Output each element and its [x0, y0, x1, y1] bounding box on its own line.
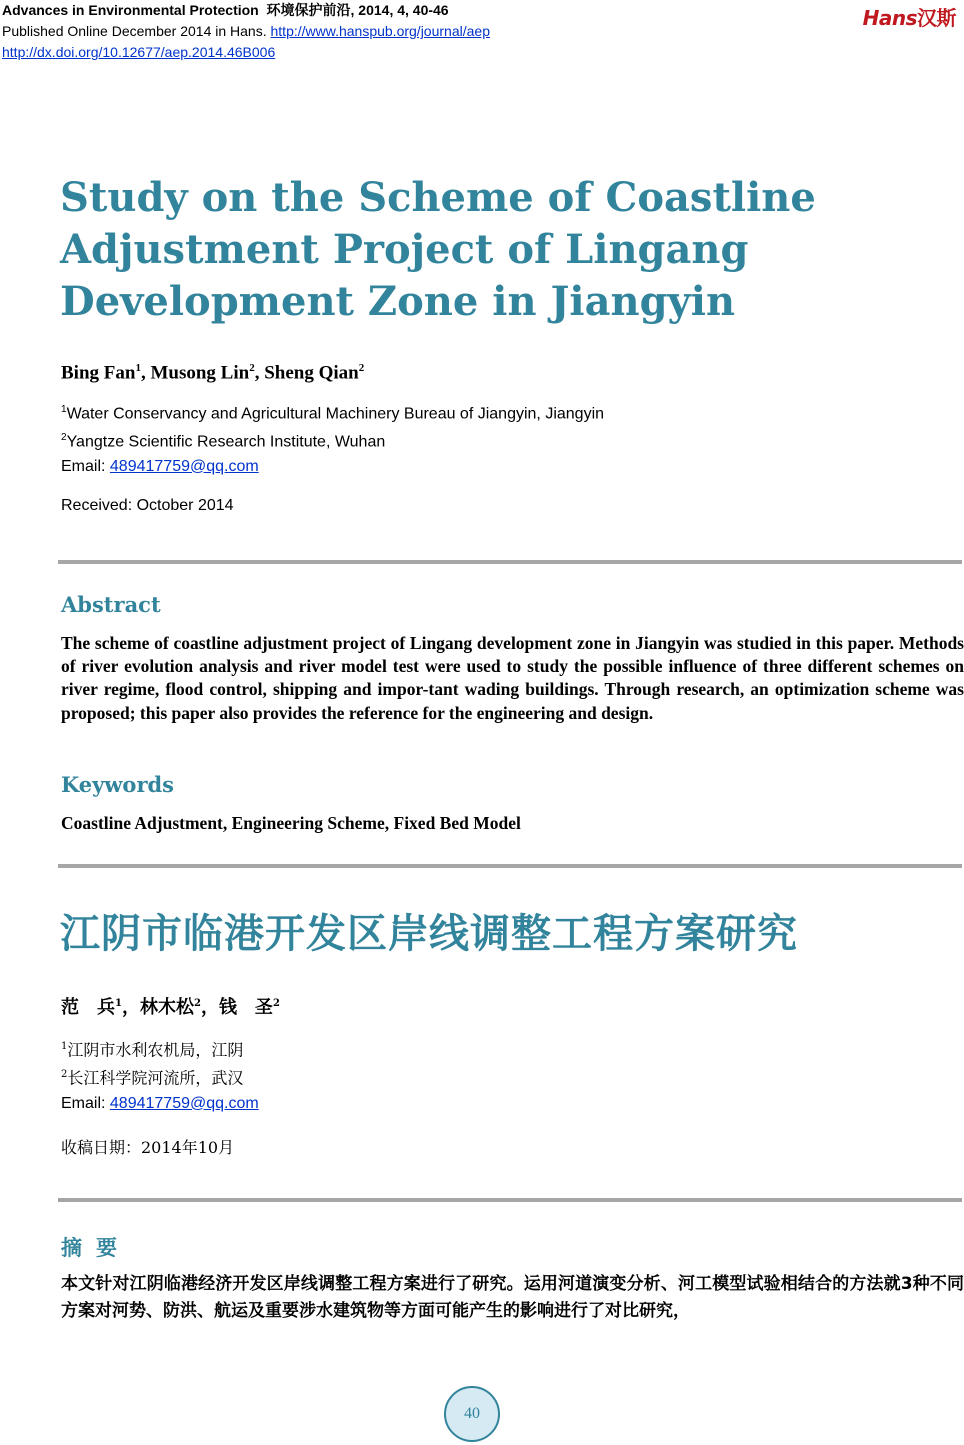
author-affiliation-mark: 2	[272, 998, 280, 1009]
author-affiliation-mark: 2	[193, 998, 201, 1009]
affiliation-text: 长江科学院河流所，武汉	[67, 1068, 244, 1088]
author-list	[61, 362, 364, 384]
paper-title: Study on the Scheme of Coastline Adjustment Project of Lingang Development Zone in Jiangyin	[60, 174, 816, 325]
email-link[interactable]: 489417759@qq.com	[109, 457, 259, 475]
email-link-cn[interactable]: 489417759@qq.com	[109, 1094, 259, 1112]
abstract-text-cn: 本文针对江阴临港经济开发区岸线调整工程方案进行了研究。运用河道演变分析、河工模型试验相结合的方法就3种不同方案对河势、防洪、航运及重要涉水建筑物等方面可能产生的影响进行了对比研究，	[61, 1274, 964, 1321]
affiliation-mark: 1	[61, 1041, 68, 1052]
affiliation-line	[61, 426, 604, 454]
author-list-cn	[61, 993, 280, 1019]
author-affiliation-mark: 2	[358, 362, 365, 374]
page-number-badge	[444, 1386, 500, 1442]
author-name: Bing Fan	[61, 362, 136, 384]
author-name: Musong Lin	[150, 362, 250, 384]
journal-url-link[interactable]: http://www.hanspub.org/journal/aep	[270, 23, 490, 39]
journal-name: Advances in Environmental Protection	[2, 2, 259, 18]
keywords-text: Coastline Adjustment, Engineering Scheme, Fixed Bed Model	[61, 813, 521, 833]
author-separator: ，	[121, 997, 140, 1018]
affiliation-mark: 2	[61, 1069, 68, 1081]
logo-text: Hans	[862, 6, 917, 30]
hans-logo	[863, 2, 956, 31]
affiliation-text: Yangtze Scientific Research Institute, Wuhan	[66, 433, 386, 451]
author-separator: ，	[200, 997, 219, 1018]
journal-header	[2, 0, 490, 63]
author-affiliation-mark: 1	[135, 362, 141, 374]
author-name: Sheng Qian	[264, 362, 359, 384]
affiliation-line	[61, 1034, 259, 1062]
email-label: Email:	[61, 457, 110, 475]
received-date-cn: 收稿日期：2014年10月	[61, 1138, 235, 1157]
author-affiliation-mark: 1	[115, 998, 122, 1009]
author-separator: ,	[254, 362, 265, 384]
paper-title-cn: 江阴市临港开发区岸线调整工程方案研究	[60, 911, 798, 957]
divider	[58, 1198, 962, 1202]
journal-name-cn: 环境保护前沿, 2014, 4, 40-46	[266, 2, 449, 18]
author-name: 范 兵	[61, 997, 115, 1018]
divider	[58, 864, 962, 868]
published-line: Published Online December 2014 in Hans.	[2, 23, 267, 39]
author-name: 钱 圣	[218, 997, 273, 1018]
abstract-heading: Abstract	[61, 592, 161, 617]
divider	[58, 560, 962, 564]
affiliation-text: 江阴市水利农机局，江阴	[67, 1040, 244, 1060]
abstract-text: The scheme of coastline adjustment project of Lingang development zone in Jiangyin was studied in this paper. Methods of river evolution analysis and river model test were used to study the possible influence of three different schemes on river regime, flood control, shipping and impor-tant wading buildings. Through research, an optimization scheme was proposed; this paper also provides the reference for the engineering and design.	[61, 633, 964, 723]
keywords-heading: Keywords	[61, 772, 175, 797]
author-affiliation-mark: 2	[249, 362, 255, 374]
received-date: Received: October 2014	[61, 497, 234, 514]
affiliation-line	[61, 1062, 259, 1090]
author-name: 林木松	[139, 997, 194, 1018]
affiliations	[61, 398, 604, 479]
affiliations-cn	[61, 1034, 259, 1116]
doi-link[interactable]: http://dx.doi.org/10.12677/aep.2014.46B006	[2, 44, 276, 60]
affiliation-text: Water Conservancy and Agricultural Machinery Bureau of Jiangyin, Jiangyin	[66, 405, 605, 423]
email-line	[61, 455, 604, 479]
page-number: 40	[464, 1405, 480, 1422]
author-separator: ,	[140, 362, 151, 384]
email-label-cn: Email:	[61, 1094, 110, 1112]
logo-text-cn: 汉斯	[917, 6, 956, 30]
affiliation-line	[61, 398, 604, 426]
email-line-cn	[61, 1091, 259, 1116]
affiliation-mark: 1	[61, 404, 67, 415]
abstract-heading-cn: 摘要	[61, 1236, 131, 1260]
affiliation-mark: 2	[61, 432, 67, 444]
